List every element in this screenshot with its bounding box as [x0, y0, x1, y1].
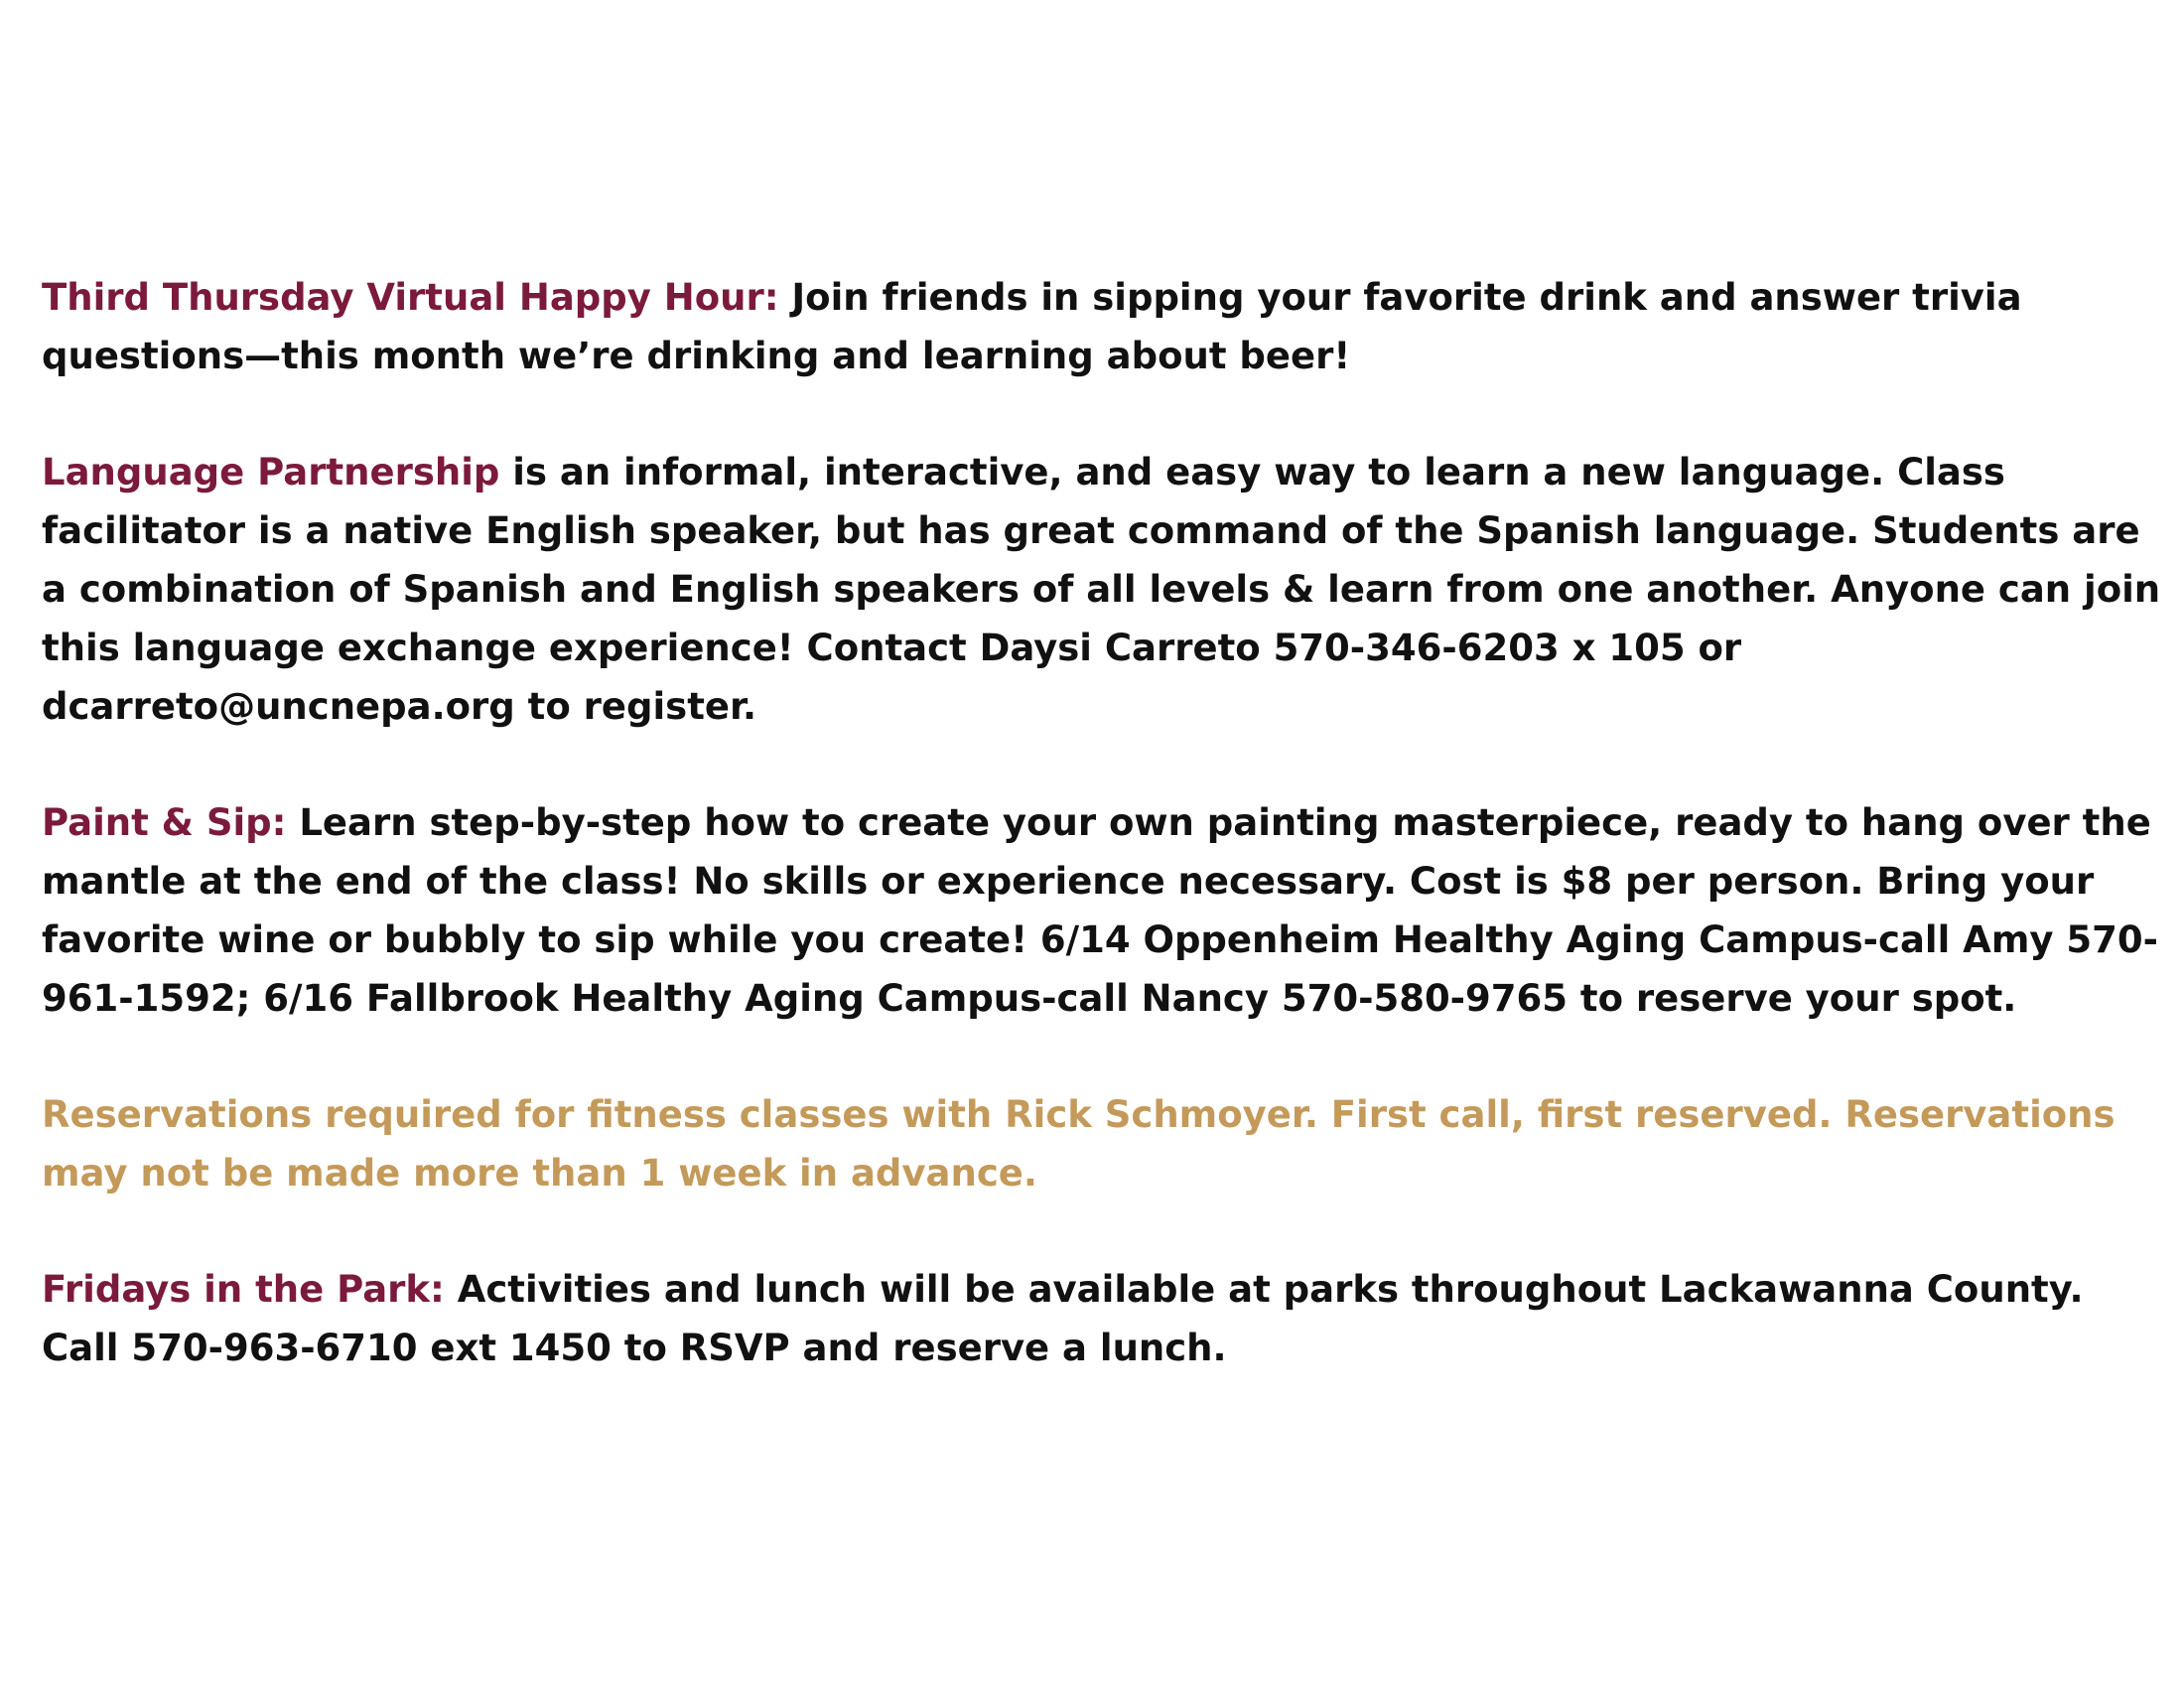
- event-language-partnership: [42, 443, 2166, 736]
- event-paint-and-sip: [42, 793, 2166, 1028]
- event-heading: Third Thursday Virtual Happy Hour:: [42, 276, 779, 319]
- event-description: Join friends in sipping your favorite drink and answer trivia questions—this month we’re drinking and learning about beer!: [42, 276, 2022, 377]
- event-description: is an informal, interactive, and easy way to learn a new language. Class facilitator is a native English speaker, but has great command of the Spanish language. Students are a combination of Spanish and English speakers of all levels & learn from one another. Anyone can join this language exchange experience! Contact Daysi Carreto 570-346-6203 x 105 or dcarreto@uncnepa.org to register.: [42, 451, 2161, 728]
- event-heading: Paint & Sip:: [42, 801, 287, 844]
- event-description: Learn step-by-step how to create your own painting masterpiece, ready to hang over the mantle at the end of the class! No skills or experience necessary. Cost is $8 per person. Bring your favorite wine or bubbly to sip while you create! 6/14 Oppenheim Healthy Aging Campus-call Amy 570-961-1592; 6/16 Fallbrook Healthy Aging Campus-call Nancy 570-580-9765 to reserve your spot.: [42, 801, 2158, 1020]
- event-happy-hour: [42, 268, 2166, 385]
- events-content: [42, 268, 2166, 1435]
- event-heading: Fridays in the Park:: [42, 1268, 445, 1311]
- event-description: Activities and lunch will be available at parks throughout Lackawanna County. Call 570-963-6710 ext 1450 to RSVP and reserve a lunch.: [42, 1268, 2084, 1369]
- event-fridays-in-the-park: [42, 1260, 2166, 1377]
- fitness-reservation-note: Reservations required for fitness classes with Rick Schmoyer. First call, first reserved. Reservations may not be made more than 1 week in advance.: [42, 1093, 2116, 1195]
- event-heading: Language Partnership: [42, 451, 500, 493]
